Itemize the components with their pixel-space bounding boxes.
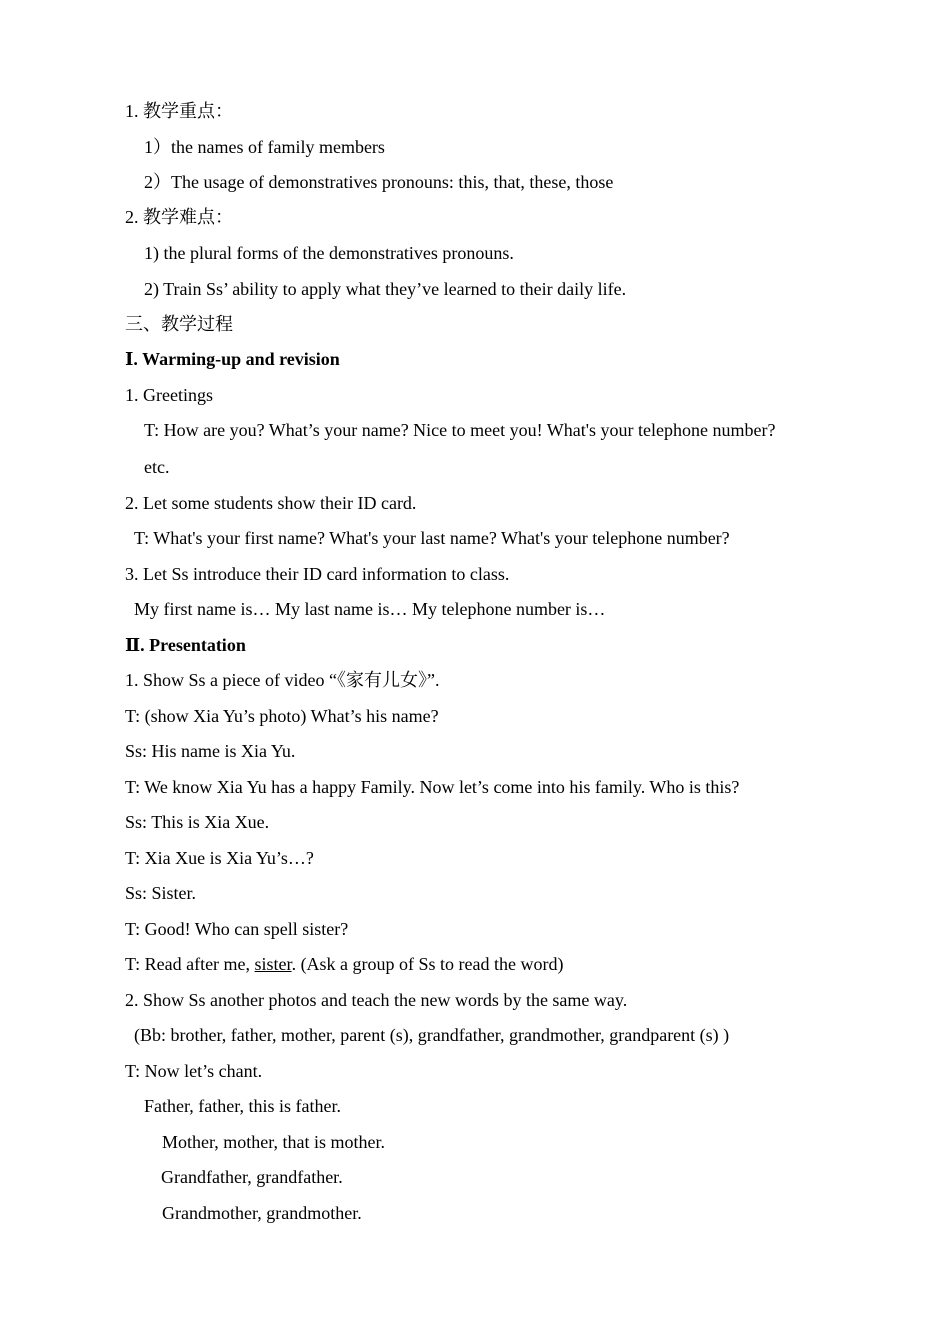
step-greetings: 1. Greetings bbox=[125, 385, 213, 405]
chant-intro: T: Now let’s chant. bbox=[125, 1061, 263, 1081]
dialogue-line: T: Good! Who can spell sister? bbox=[125, 919, 349, 939]
step-id-card: 2. Let some students show their ID card. bbox=[125, 493, 417, 513]
chant-line: Grandfather, grandfather. bbox=[161, 1167, 343, 1187]
read-prefix: T: Read after me, bbox=[125, 954, 255, 974]
section-1-heading: Ⅰ. Warming-up and revision bbox=[125, 349, 340, 369]
section-2-heading: Ⅱ. Presentation bbox=[125, 635, 246, 655]
step-video: 1. Show Ss a piece of video “《家有儿女》”. bbox=[125, 670, 440, 690]
dialogue-line: Ss: Sister. bbox=[125, 883, 197, 903]
chant-line: Grandmother, grandmother. bbox=[162, 1203, 362, 1223]
key-point-2: 2）The usage of demonstratives pronouns: this, that, these, those bbox=[144, 172, 614, 192]
underlined-word: sister bbox=[254, 954, 292, 974]
difficult-points-heading: 2. 教学难点： bbox=[125, 207, 233, 227]
introduce-dialogue: My first name is… My last name is… My telephone number is… bbox=[134, 599, 606, 619]
read-after-me-line bbox=[125, 953, 564, 975]
difficult-point-2: 2) Train Ss’ ability to apply what they’ve learned to their daily life. bbox=[144, 279, 627, 299]
read-suffix: . (Ask a group of Ss to read the word) bbox=[291, 954, 564, 974]
difficult-point-1: 1) the plural forms of the demonstratives pronouns. bbox=[144, 243, 514, 263]
chant-line: Father, father, this is father. bbox=[144, 1096, 341, 1116]
teaching-process-heading: 三、教学过程 bbox=[125, 314, 233, 334]
greetings-etc: etc. bbox=[144, 457, 170, 477]
id-card-dialogue: T: What's your first name? What's your last name? What's your telephone number? bbox=[134, 528, 730, 548]
dialogue-line: Ss: This is Xia Xue. bbox=[125, 812, 270, 832]
key-point-1: 1）the names of family members bbox=[144, 137, 385, 157]
key-points-heading: 1. 教学重点： bbox=[125, 101, 233, 121]
dialogue-line: Ss: His name is Xia Yu. bbox=[125, 741, 296, 761]
blackboard-words: (Bb: brother, father, mother, parent (s), grandfather, grandmother, grandparent (s) ) bbox=[134, 1025, 730, 1045]
dialogue-line: T: We know Xia Yu has a happy Family. Now let’s come into his family. Who is this? bbox=[125, 777, 740, 797]
step-introduce: 3. Let Ss introduce their ID card information to class. bbox=[125, 564, 510, 584]
greetings-dialogue: T: How are you? What’s your name? Nice to meet you! What's your telephone number? bbox=[144, 420, 776, 440]
chant-line: Mother, mother, that is mother. bbox=[162, 1132, 386, 1152]
step-new-words: 2. Show Ss another photos and teach the new words by the same way. bbox=[125, 990, 628, 1010]
dialogue-line: T: (show Xia Yu’s photo) What’s his name? bbox=[125, 706, 439, 726]
dialogue-line: T: Xia Xue is Xia Yu’s…? bbox=[125, 848, 314, 868]
